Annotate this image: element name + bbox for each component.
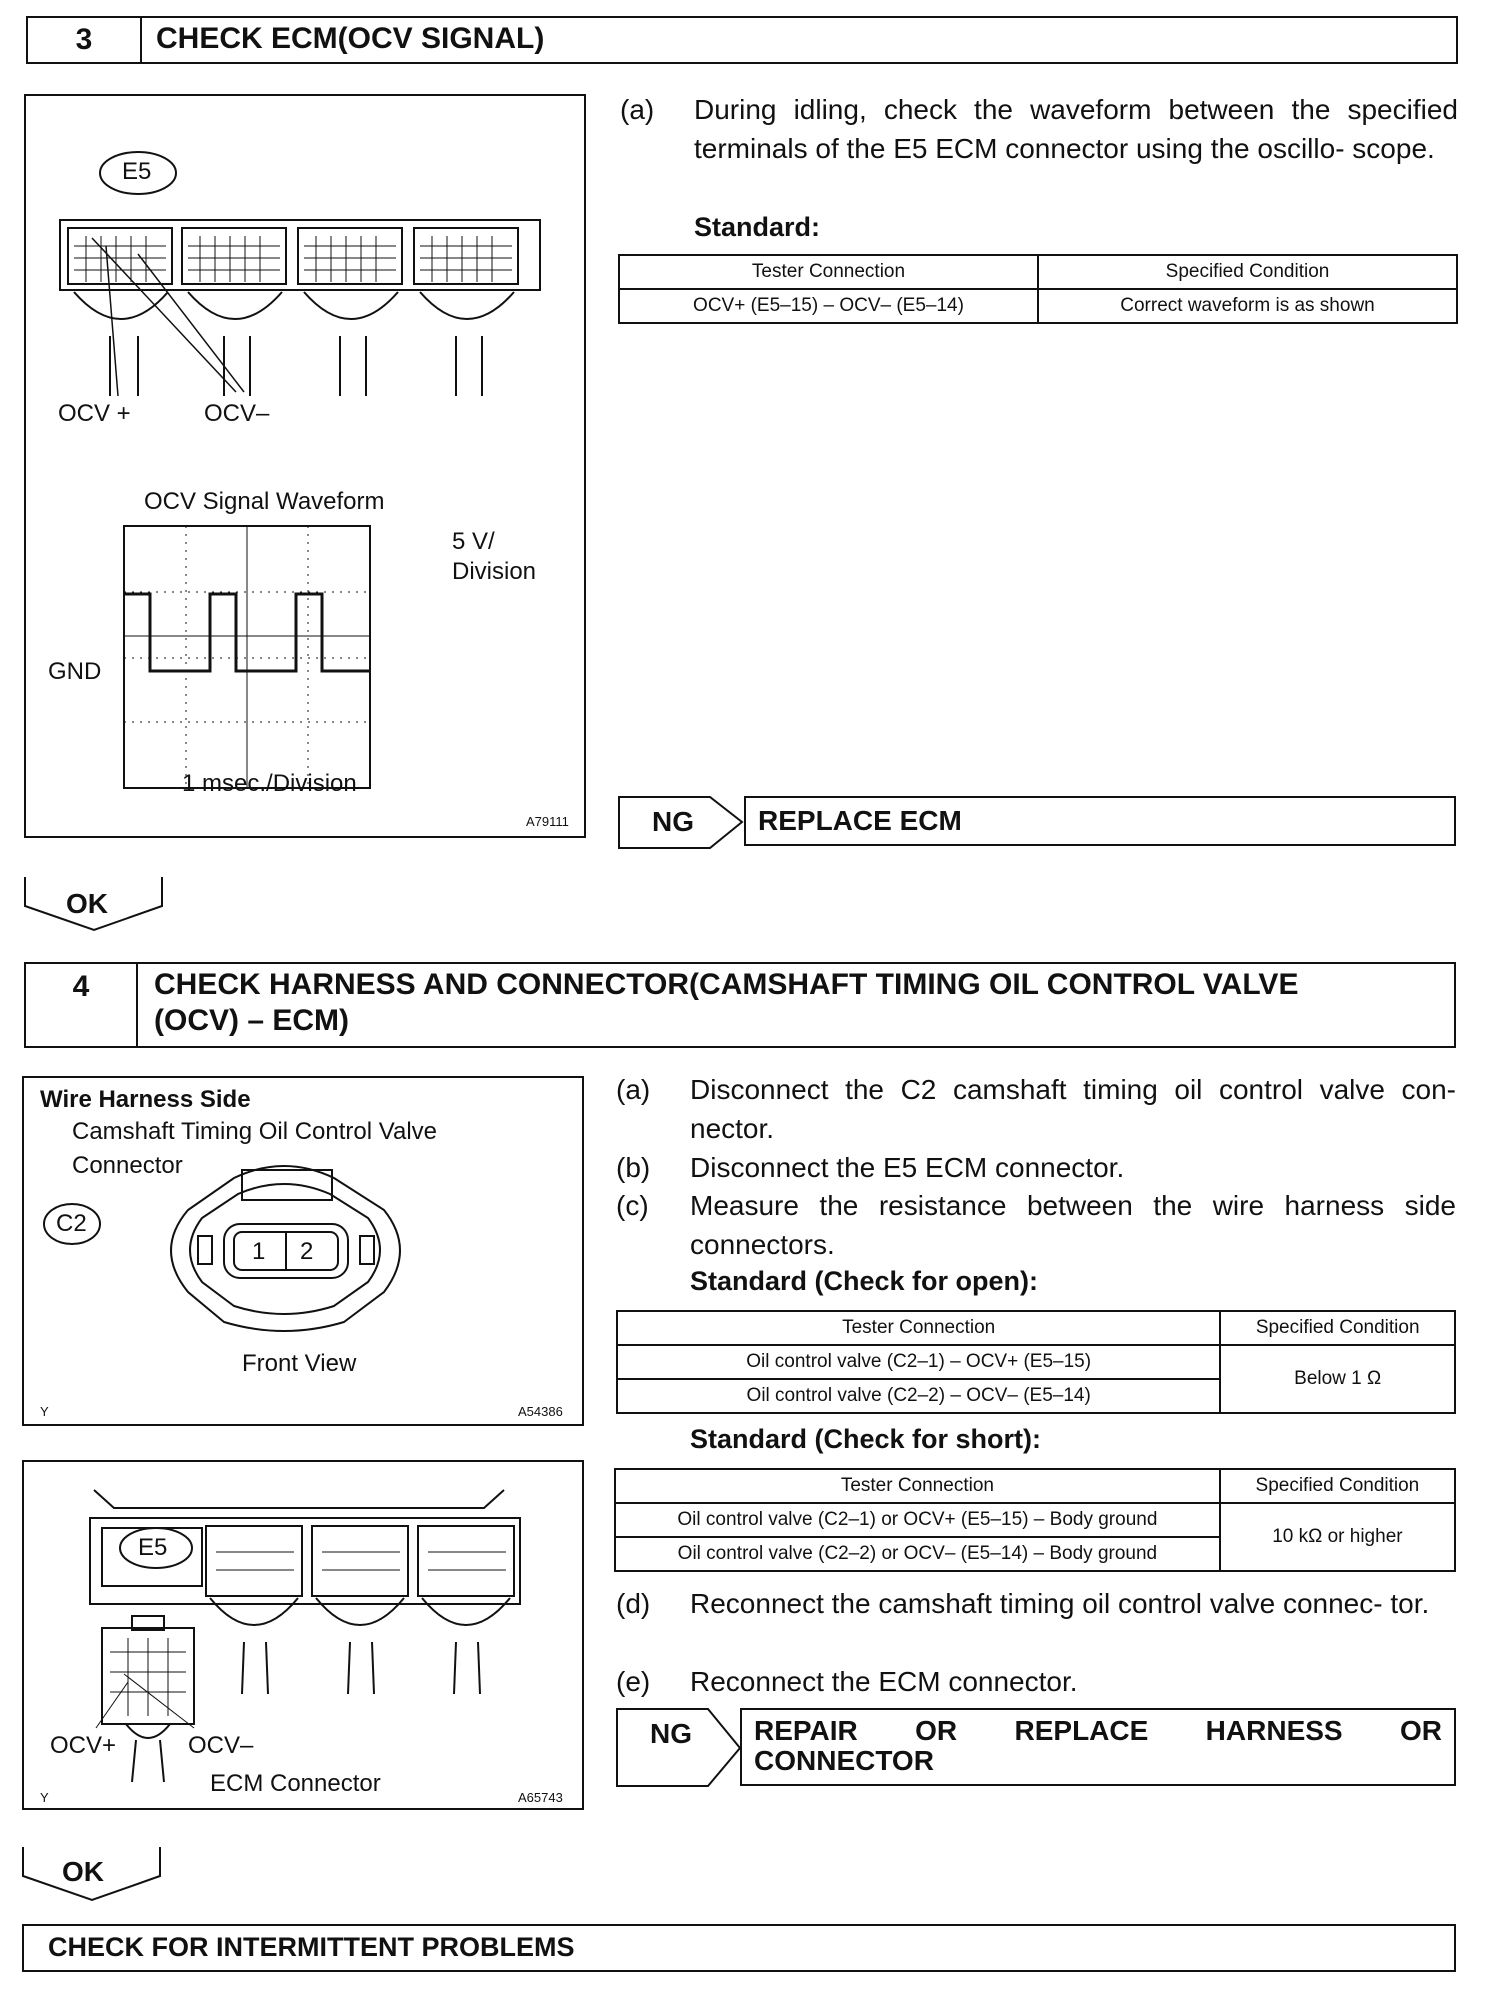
section4-ng-result-line2: CONNECTOR <box>754 1745 934 1776</box>
section3-ng-label: NG <box>652 806 694 837</box>
volt-division-line1: 5 V/ <box>452 528 495 555</box>
table-row <box>617 1345 1455 1379</box>
step-label: (b) <box>616 1152 651 1183</box>
fig4-code: A54386 <box>518 1404 563 1419</box>
fig4b-corner: Y <box>40 1790 49 1805</box>
step-label: (a) <box>616 1074 651 1105</box>
table-header: Tester Connection <box>615 1469 1220 1503</box>
std-short-label: Standard (Check for short): <box>690 1424 1042 1454</box>
table-cell: Oil control valve (C2–2) or OCV– (E5–14) – Body ground <box>615 1537 1220 1571</box>
fig4-sub1: Camshaft Timing Oil Control Valve <box>72 1118 438 1145</box>
step-label: (e) <box>616 1666 651 1697</box>
gnd-label: GND <box>48 658 102 685</box>
table-cell: Correct waveform is as shown <box>1038 289 1457 323</box>
section3-ng-result: REPLACE ECM <box>744 796 1456 846</box>
step-label: (c) <box>616 1190 649 1221</box>
time-division: 1 msec./Division <box>182 770 357 797</box>
table-cell: Oil control valve (C2–2) – OCV– (E5–14) <box>617 1379 1220 1413</box>
fig4b-connector-id: E5 <box>138 1534 168 1561</box>
table-row <box>615 1503 1455 1537</box>
fig3-ocv-minus: OCV– <box>204 400 270 427</box>
c2-pin-2: 2 <box>300 1238 314 1265</box>
fig4-front-view: Front View <box>242 1350 357 1377</box>
table-cell: Oil control valve (C2–1) – OCV+ (E5–15) <box>617 1345 1220 1379</box>
fig4-corner: Y <box>40 1404 49 1419</box>
section3-ok-label: OK <box>66 888 108 919</box>
fig4b-caption: ECM Connector <box>210 1770 381 1797</box>
section4-title-line2: (OCV) – ECM) <box>154 1004 349 1037</box>
section3-figure <box>24 94 586 838</box>
section4-figure1 <box>22 1076 584 1426</box>
std-open-label: Standard (Check for open): <box>690 1266 1039 1296</box>
table-header-row <box>619 255 1457 289</box>
step-label: (d) <box>616 1588 651 1619</box>
fig4b-code: A65743 <box>518 1790 563 1805</box>
section4-title-line1: CHECK HARNESS AND CONNECTOR(CAMSHAFT TIMING OIL CONTROL VALVE <box>154 968 1299 1001</box>
section3-header <box>26 16 1458 64</box>
section4-ok-label: OK <box>62 1856 104 1887</box>
table-header: Tester Connection <box>617 1311 1220 1345</box>
section3-number: 3 <box>28 18 142 62</box>
section3-title: CHECK ECM(OCV SIGNAL) <box>156 22 545 55</box>
table-cell: OCV+ (E5–15) – OCV– (E5–14) <box>619 289 1038 323</box>
fig3-code: A79111 <box>526 814 569 829</box>
table-cell: Oil control valve (C2–1) or OCV+ (E5–15) – Body ground <box>615 1503 1220 1537</box>
step-text: Disconnect the C2 camshaft timing oil control valve con- nector. <box>690 1074 1456 1144</box>
fig4b-ocv-plus: OCV+ <box>50 1732 117 1759</box>
table-header: Specified Condition <box>1220 1311 1455 1345</box>
table-header-row <box>617 1311 1455 1345</box>
fig4-sub2: Connector <box>72 1152 183 1179</box>
final-step-title: CHECK FOR INTERMITTENT PROBLEMS <box>48 1932 575 1962</box>
volt-division-line2: Division <box>452 558 537 585</box>
fig3-connector-id: E5 <box>122 158 152 185</box>
step-text: Reconnect the ECM connector. <box>690 1666 1078 1697</box>
waveform-title: OCV Signal Waveform <box>144 488 385 515</box>
section4-figure2 <box>22 1460 584 1810</box>
section4-ng-result-line1: REPAIR OR REPLACE HARNESS OR <box>754 1715 1442 1746</box>
section4-ng-label: NG <box>650 1718 692 1749</box>
step-label: (a) <box>620 94 655 125</box>
ecm-connector-illustration <box>26 96 584 836</box>
table-cell: Below 1 Ω <box>1220 1345 1455 1413</box>
table-header: Specified Condition <box>1038 255 1457 289</box>
section4-number: 4 <box>26 964 138 1046</box>
section4-ng-result <box>740 1708 1456 1786</box>
step-text: Measure the resistance between the wire harness side connectors. <box>690 1190 1456 1260</box>
table-header: Tester Connection <box>619 255 1038 289</box>
section3-spec-table <box>618 254 1458 324</box>
table-header: Specified Condition <box>1220 1469 1455 1503</box>
fig4-connector-id: C2 <box>56 1210 87 1237</box>
short-check-table <box>614 1468 1456 1572</box>
section3-standard-label: Standard: <box>694 212 821 242</box>
table-cell: 10 kΩ or higher <box>1220 1503 1455 1571</box>
fig3-ocv-plus: OCV + <box>58 400 131 427</box>
table-row <box>619 289 1457 323</box>
step-text: Reconnect the camshaft timing oil control valve connec- tor. <box>690 1588 1430 1619</box>
c2-pin-1: 1 <box>252 1238 266 1265</box>
final-step-box <box>22 1924 1456 1972</box>
table-header-row <box>615 1469 1455 1503</box>
open-check-table <box>616 1310 1456 1414</box>
step-text: Disconnect the E5 ECM connector. <box>690 1152 1125 1183</box>
fig4-heading: Wire Harness Side <box>40 1086 251 1113</box>
step-text: During idling, check the waveform between the specified terminals of the E5 ECM connector using the oscillo- scope. <box>694 94 1458 164</box>
fig4b-ocv-minus: OCV– <box>188 1732 254 1759</box>
section4-header <box>24 962 1456 1048</box>
